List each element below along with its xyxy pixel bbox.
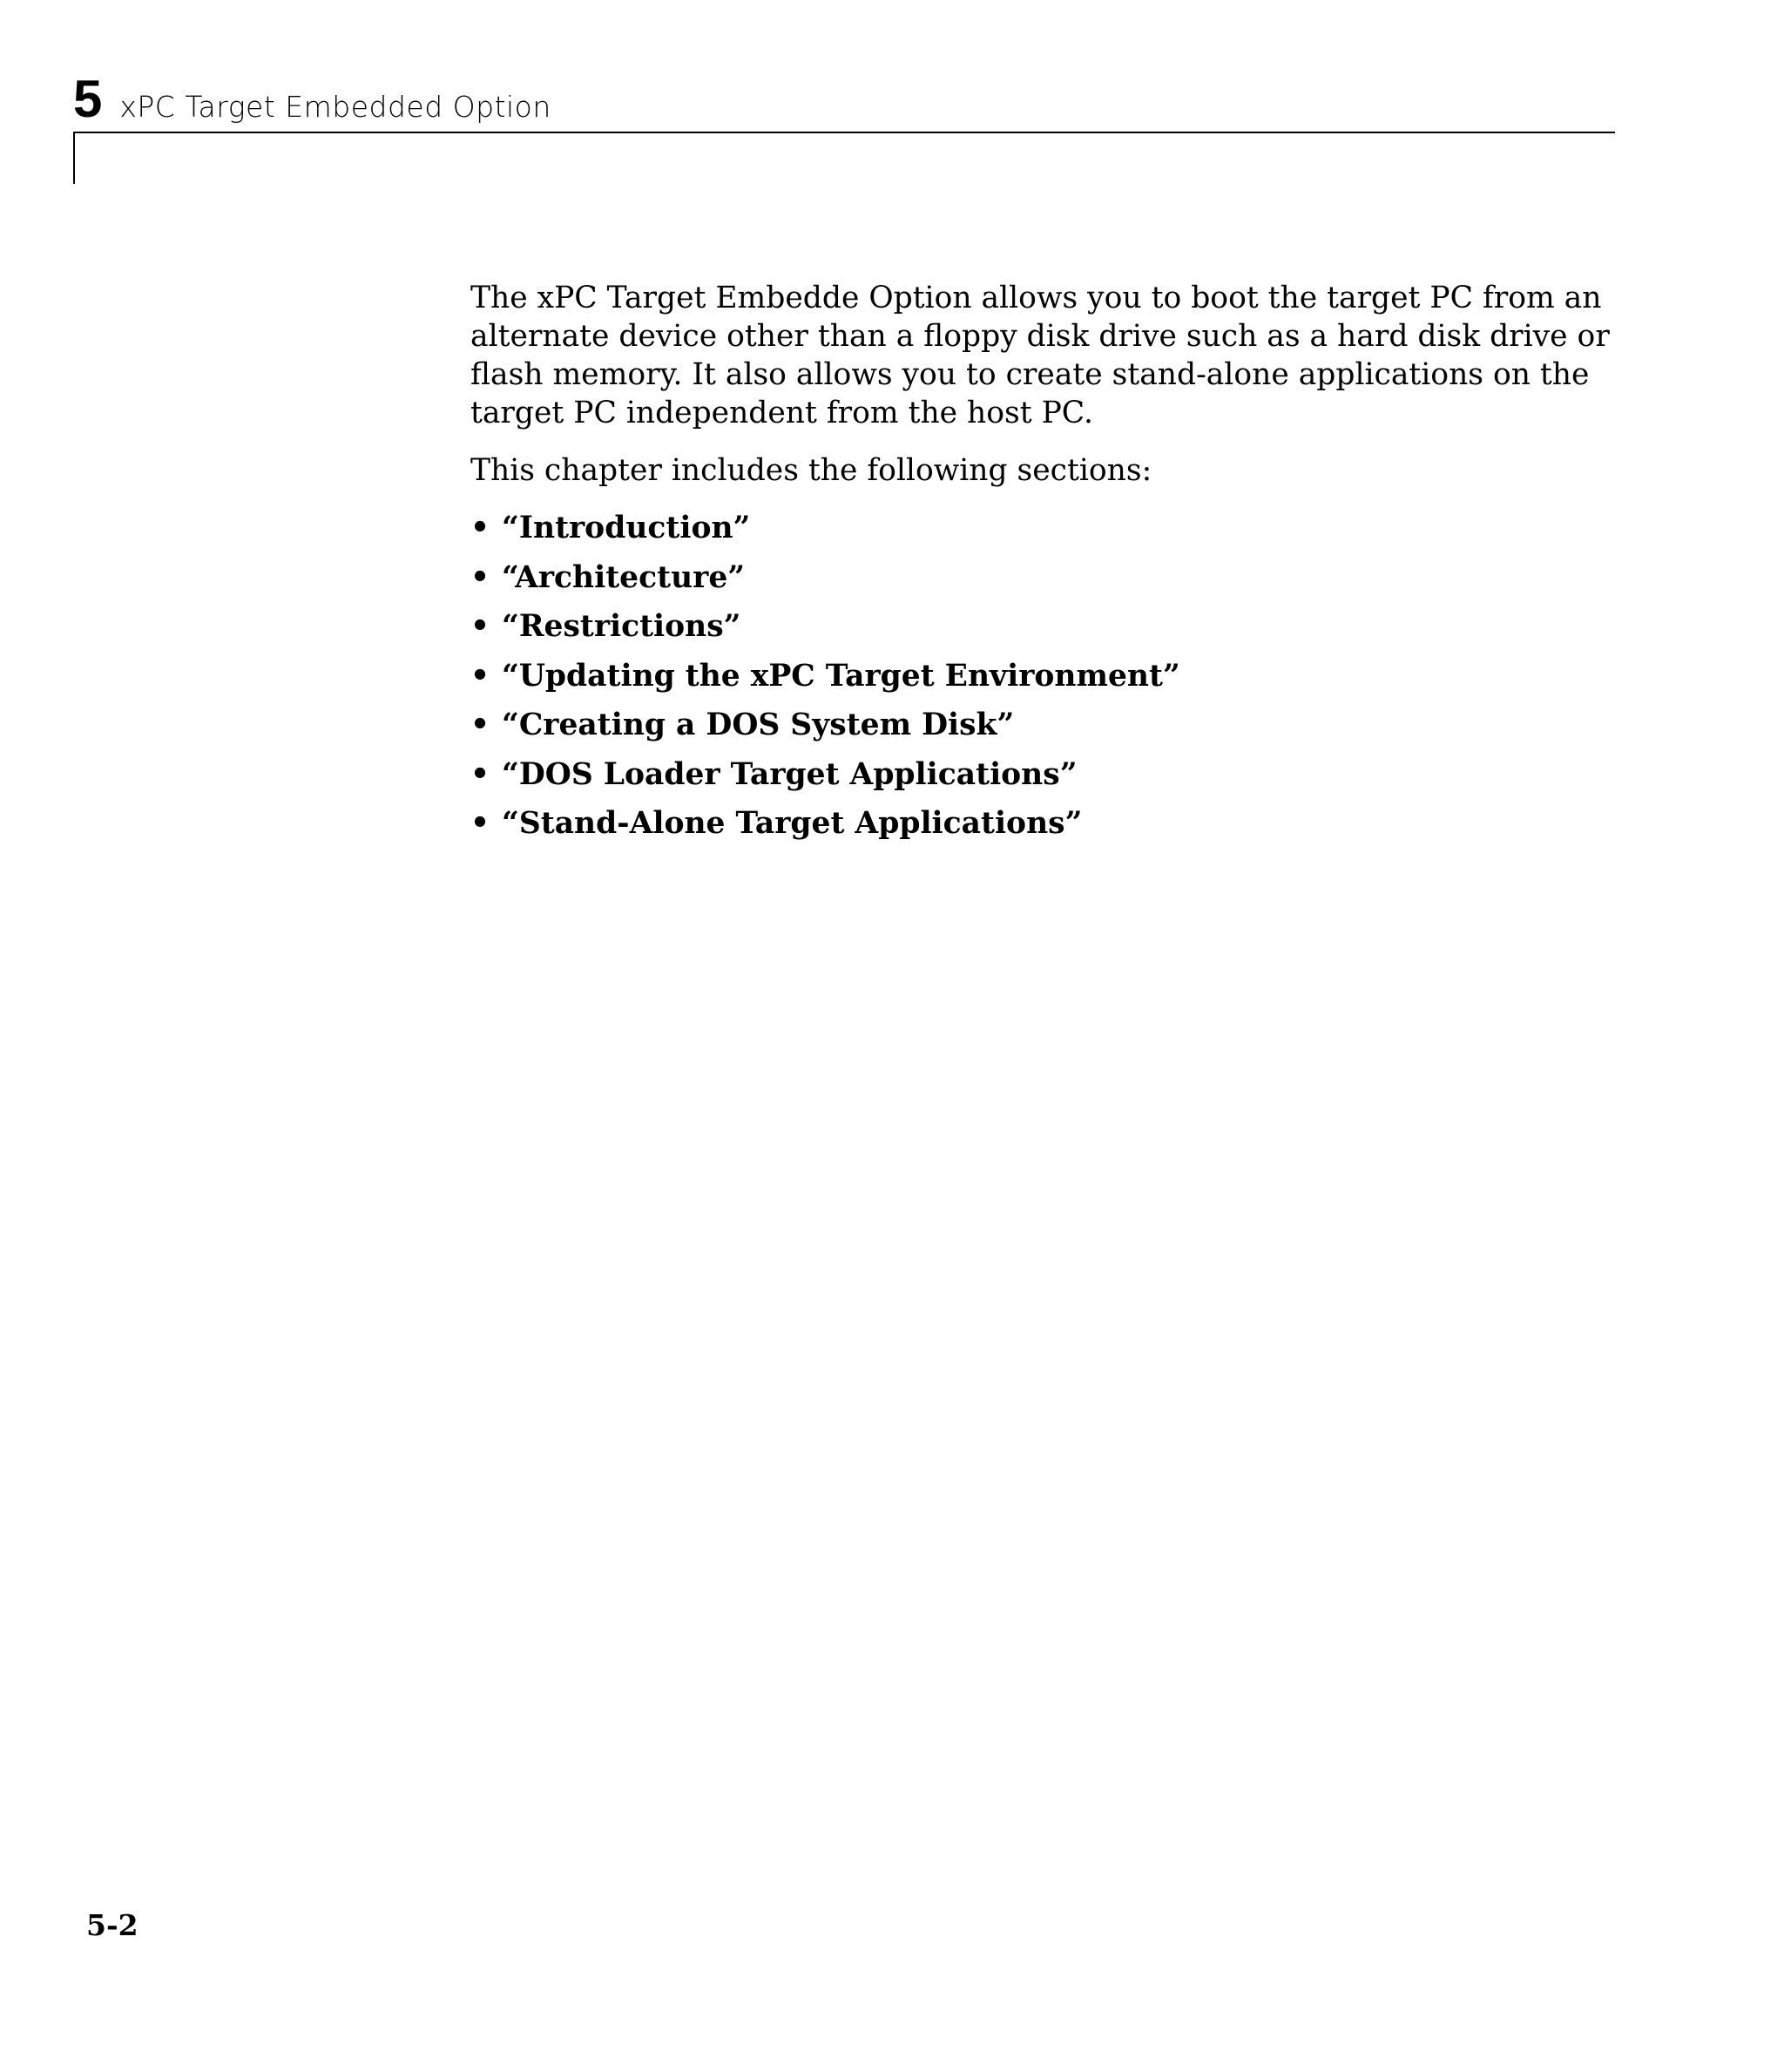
list-item [470,706,1620,744]
bullet-icon: • [470,806,490,841]
list-item [470,804,1620,843]
section-link-dos-loader[interactable]: “DOS Loader Target Applications” [502,756,1078,792]
page-number: 5-2 [86,1908,139,1942]
list-item [470,657,1620,695]
lead-paragraph: This chapter includes the following sections: [470,453,1152,488]
bullet-icon: • [470,708,490,742]
header-rule [73,132,1615,133]
body-text [470,279,1620,854]
bullet-icon: • [470,658,490,694]
section-link-dos-system-disk[interactable]: “Creating a DOS System Disk” [502,708,1015,742]
list-item [470,607,1620,646]
list-item [470,509,1620,547]
list-item [470,559,1620,597]
section-link-restrictions[interactable]: “Restrictions” [502,609,741,644]
intro-paragraph: The xPC Target Embedde Option allows you to boot the target PC from an alternate device other than a floppy disk drive such as a hard disk drive or flash memory. It also allows you to create stand-alone applications on the target PC independent from the host PC. [470,281,1610,430]
header-tick [73,132,75,184]
bullet-icon: • [470,559,490,595]
section-link-updating-environment[interactable]: “Updating the xPC Target Environment” [502,658,1180,694]
chapter-number: 5 [73,70,103,128]
bullet-icon: • [470,511,490,545]
bullet-icon: • [470,756,490,792]
running-header [73,70,551,128]
section-link-introduction[interactable]: “Introduction” [502,511,751,545]
section-link-architecture[interactable]: “Architecture” [502,559,746,595]
bullet-icon: • [470,609,490,644]
section-list [470,509,1620,843]
list-item [470,755,1620,794]
chapter-title: xPC Target Embedded Option [119,90,551,124]
section-link-stand-alone[interactable]: “Stand-Alone Target Applications” [502,806,1083,841]
